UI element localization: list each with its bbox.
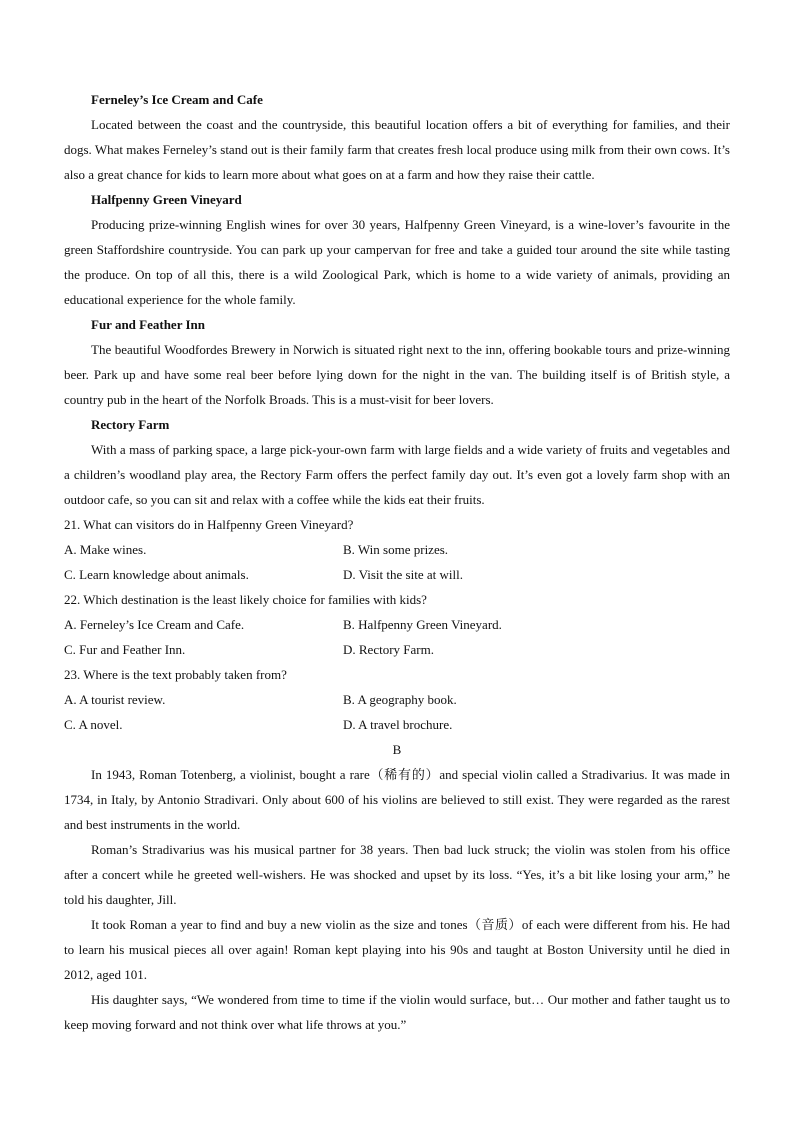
option-d: D. Visit the site at will. xyxy=(343,567,463,582)
passage-b-paragraph-2: Roman’s Stradivarius was his musical partner for 38 years. Then bad luck struck; the violin was stolen from his office after a concert while he greeted well-wishers. He was shocked and upset by its loss. “Yes, it’s a bit like losing your arm,” he told his daughter, Jill. xyxy=(64,842,730,907)
option-c: C. A novel. xyxy=(64,717,123,732)
question-22-options-row-2 xyxy=(64,637,730,662)
option-a: A. Ferneley’s Ice Cream and Cafe. xyxy=(64,617,245,632)
section-body-rectory: With a mass of parking space, a large pick-your-own farm with large fields and a wide variety of fruits and vegetables and a children’s woodland play area, the Rectory Farm offers the perfect family day out. It’s even got a lovely farm shop with an outdoor cafe, so you can sit and relax with a coffee while the kids eat their fruits. xyxy=(64,442,730,507)
question-23-options-row-1 xyxy=(64,687,730,712)
option-d: D. Rectory Farm. xyxy=(343,642,434,657)
question-23-stem: 23. Where is the text probably taken from? xyxy=(64,667,287,682)
section-body-fur-feather: The beautiful Woodfordes Brewery in Norwich is situated right next to the inn, offering bookable tours and prize-winning beer. Park up and have some real beer before lying down for the night in the van. The building itself is of British style, a country pub in the heart of the Norfolk Broads. This is a must-visit for beer lovers. xyxy=(64,342,730,407)
passage-b-paragraph-4: His daughter says, “We wondered from time to time if the violin would surface, but… Our mother and father taught us to keep moving forward and not think over what life throws at you.” xyxy=(64,992,730,1032)
option-a: A. Make wines. xyxy=(64,542,147,557)
option-c: C. Learn knowledge about animals. xyxy=(64,567,249,582)
section-title-ferneleys: Ferneley’s Ice Cream and Cafe xyxy=(91,92,263,107)
section-title-rectory: Rectory Farm xyxy=(91,417,170,432)
section-body-ferneleys: Located between the coast and the countryside, this beautiful location offers a bit of everything for families, and their dogs. What makes Ferneley’s stand out is their family farm that creates fresh local produce using milk from their own cows. It’s also a great chance for kids to learn more about what goes on at a farm and how they raise their cattle. xyxy=(64,117,730,182)
option-b: B. Win some prizes. xyxy=(343,542,449,557)
question-23-options-row-2 xyxy=(64,712,730,737)
question-22-stem: 22. Which destination is the least likely choice for families with kids? xyxy=(64,592,427,607)
question-22-options-row-1 xyxy=(64,612,730,637)
section-title-fur-feather: Fur and Feather Inn xyxy=(91,317,206,332)
question-21-options-row-1 xyxy=(64,537,730,562)
document-page xyxy=(64,87,730,1037)
option-c: C. Fur and Feather Inn. xyxy=(64,642,186,657)
option-d: D. A travel brochure. xyxy=(343,717,453,732)
passage-b-paragraph-1: In 1943, Roman Totenberg, a violinist, bought a rare（稀有的）and special violin called a Stradivarius. It was made in 1734, in Italy, by Antonio Stradivari. Only about 600 of his violins are believed to still exist. They were regarded as the rarest and best instruments in the world. xyxy=(64,767,730,832)
option-a: A. A tourist review. xyxy=(64,692,166,707)
question-21-stem: 21. What can visitors do in Halfpenny Green Vineyard? xyxy=(64,517,354,532)
section-title-halfpenny: Halfpenny Green Vineyard xyxy=(91,192,242,207)
option-b: B. A geography book. xyxy=(343,692,457,707)
option-b: B. Halfpenny Green Vineyard. xyxy=(343,617,502,632)
section-body-halfpenny: Producing prize-winning English wines for over 30 years, Halfpenny Green Vineyard, is a wine-lover’s favourite in the green Staffordshire countryside. You can park up your campervan for free and take a guided tour around the site while tasting the produce. On top of all this, there is a wild Zoological Park, which is home to a wide variety of animals, providing an educational experience for the whole family. xyxy=(64,217,730,307)
passage-b-label: B xyxy=(392,742,402,757)
question-21-options-row-2 xyxy=(64,562,730,587)
passage-b-paragraph-3: It took Roman a year to find and buy a new violin as the size and tones（音质）of each were different from his. He had to learn his musical pieces all over again! Roman kept playing into his 90s and taught at Boston University until he died in 2012, aged 101. xyxy=(64,917,730,982)
